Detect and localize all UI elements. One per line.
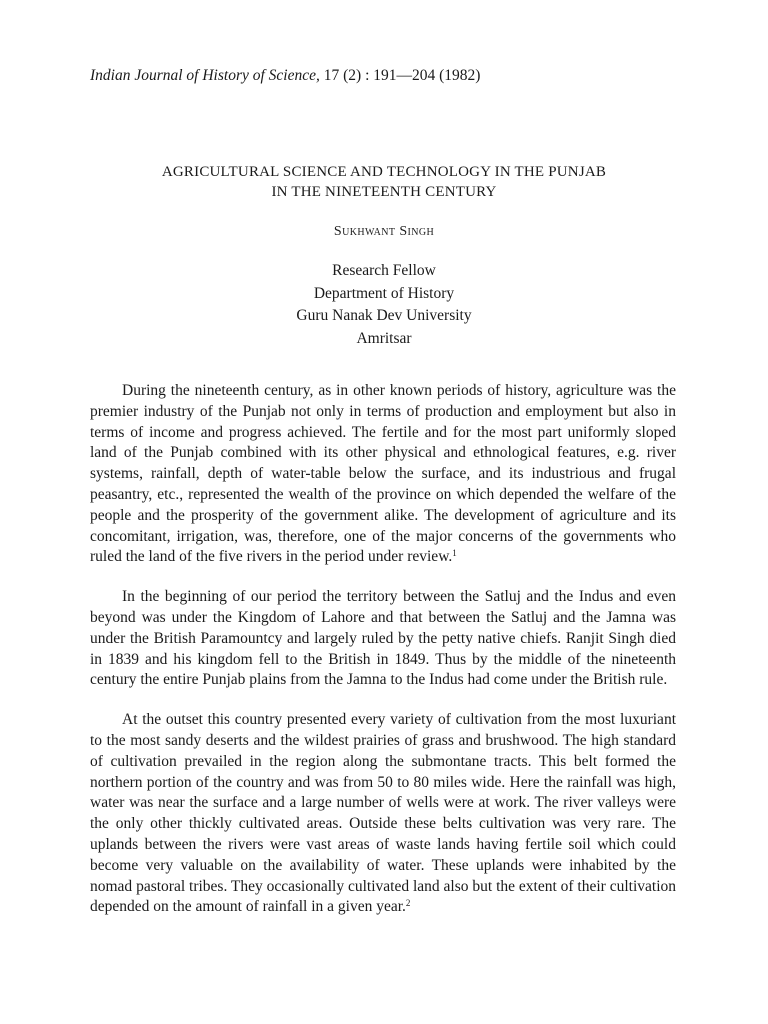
running-header [90,66,480,86]
paragraph [90,587,676,691]
article-title-line-1: AGRICULTURAL SCIENCE AND TECHNOLOGY IN THE PUNJAB [161,164,607,180]
author-name: Sukhwant Singh [333,224,435,239]
journal-citation: 17 (2) : 191—204 (1982) [323,67,481,84]
journal-name: Indian Journal of History of Science, [90,67,320,84]
footnote-ref: 2 [405,898,411,909]
title-block [0,162,768,350]
paragraph [90,381,676,568]
paragraph-text: At the outset this country presented every variety of cultivation from the most luxuriant to the most sandy deserts and the wildest prairies of grass and brushwood. The high standard of cultivation prevailed in the region along the submontane tracts. This belt formed the northern portion of the country and was from 50 to 80 miles wide. Here the rainfall was high, water was near the surface and a large number of wells were at work. The river valleys were the only other thickly cultivated areas. Outside these belts cultivation was very rare. The uplands between the rivers were vast areas of waste lands having fertile soil which could become very valuable on the availability of water. These uplands were inhabited by the nomad pastoral tribes. They occasionally cultivated land also but the extent of their cultivation depended on the amount of rainfall in a given year. [90,711,676,916]
affiliation-city: Amritsar [356,329,412,347]
author-affiliation [0,260,768,350]
article-title-line-2: IN THE NINETEENTH CENTURY [271,184,497,200]
affiliation-position: Research Fellow [332,262,436,279]
paragraph [90,710,676,918]
affiliation-university: Guru Nanak Dev University [296,307,472,324]
article-body [90,381,676,937]
paragraph-text: In the beginning of our period the territory between the Satluj and the Indus and even beyond was under the Kingdom of Lahore and that between the Satluj and the Jamna was under the British Paramountcy and largely ruled by the petty native chiefs. Ranjit Singh died in 1839 and his kingdom fell to the British in 1849. Thus by the middle of the nineteenth century the entire Punjab plains from the Jamna to the Indus had come under the British rule. [90,588,676,689]
footnote-ref: 1 [452,548,457,559]
affiliation-department: Department of History [313,284,455,302]
paragraph-text: During the nineteenth century, as in other known periods of history, agriculture was the premier industry of the Punjab not only in terms of production and employment but also in terms of income and progress achieved. The fertile and for the most part uniformly sloped land of the Punjab combined with its other physical and ethnological features, e.g. river systems, rainfall, depth of water-table below the surface, and its industrious and frugal peasantry, etc., represented the wealth of the province on which depended the welfare of the people and the prosperity of the government alike. The development of agriculture and its concomitant, irrigation, was, therefore, one of the major concerns of the governments who ruled the land of the five rivers in the period under review. [90,382,676,566]
